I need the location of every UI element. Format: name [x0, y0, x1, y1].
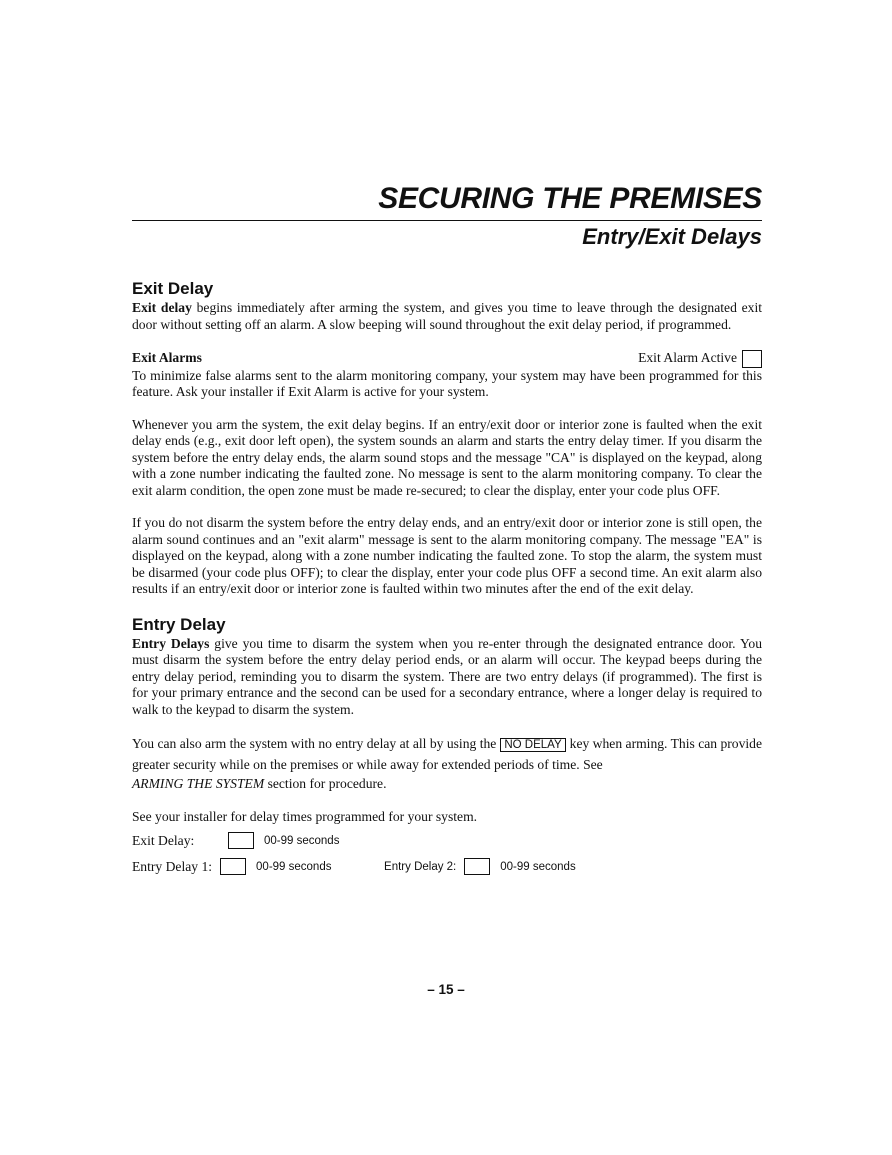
- no-delay-key: NO DELAY: [500, 738, 565, 752]
- exit-alarm-active: [638, 349, 762, 368]
- exit-alarms-label: Exit Alarms: [132, 350, 202, 366]
- no-delay-paragraph: [132, 734, 762, 793]
- page-title: SECURING THE PREMISES: [378, 182, 762, 215]
- exit-alarms-para1: To minimize false alarms sent to the alarm monitoring company, your system may have been programmed for this feature. Ask your installer if Exit Alarm is active for your system.: [132, 367, 762, 400]
- entry-delay-section: [132, 614, 762, 878]
- exit-alarms-para2: Whenever you arm the system, the exit delay begins. If an entry/exit door or interior zone is faulted when the exit delay ends (e.g., exit door left open), the system sounds an alarm and starts the entry delay timer. If you disarm the system before the entry delay ends, the alarm sound stops and the message "CA" is displayed on the keypad, along with a zone number indicating the faulted zone. No message is sent to the alarm monitoring company. To clear the exit alarm condition, the open zone must be made re-secured; to clear the display, enter your code plus OFF.: [132, 416, 762, 498]
- entry-delay2-box[interactable]: [464, 858, 490, 875]
- title-block: [132, 180, 762, 221]
- entry-delay1-label: Entry Delay 1:: [132, 858, 213, 874]
- entry-delay-row: [132, 856, 762, 878]
- exit-delay-section: [132, 278, 762, 598]
- no-delay-before: You can also arm the system with no entry delay at all by using the: [132, 736, 497, 752]
- manual-page: [132, 180, 762, 878]
- page-number: – 15 –: [427, 982, 465, 997]
- exit-delay-text: begins immediately after arming the system, and gives you time to leave through the designated exit door without setting off an alarm. A slow beeping will sound throughout the exit delay period, if programmed.: [132, 300, 762, 332]
- entry-delay-paragraph: [132, 636, 762, 719]
- exit-alarms-row: [132, 349, 762, 368]
- entry-delay2-label: Entry Delay 2:: [384, 860, 457, 873]
- exit-delay-row: [132, 830, 762, 852]
- entry-delay-text: give you time to disarm the system when you re-enter through the designated entrance door. You must disarm the system before the entry delay period ends, or an alarm will occur. The keypad beeps during the entry delay period, reminding you to disarm the system. There are two entry delays (if programmed). The first is for your primary entrance and the second can be used for a secondary entrance, where a longer delay is required to walk to the keypad to disarm the system.: [132, 635, 762, 717]
- entry-delay1-range: 00-99 seconds: [256, 860, 332, 873]
- exit-alarm-active-label: Exit Alarm Active: [638, 350, 737, 365]
- exit-delay-lead: Exit delay: [132, 300, 192, 315]
- entry-delay2-range: 00-99 seconds: [500, 860, 576, 873]
- exit-alarms-para3: If you do not disarm the system before the entry delay ends, and an entry/exit door or interior zone is still open, the alarm sound continues and an "exit alarm" message is sent to the alarm monitoring company. The message "EA" is displayed on the keypad, along with a zone number indicating the faulted zone. To stop the alarm, the system must be disarmed (your code plus OFF); to clear the display, enter your code plus OFF a second time. An exit alarm also results if an entry/exit door or interior zone is faulted within two minutes after the end of the exit delay.: [132, 515, 762, 597]
- entry-delay-lead: Entry Delays: [132, 635, 210, 651]
- delay-times-intro: See your installer for delay times programmed for your system.: [132, 809, 478, 825]
- entry-delay-heading: Entry Delay: [132, 614, 226, 634]
- exit-alarm-active-checkbox[interactable]: [742, 350, 762, 368]
- exit-delay-heading: Exit Delay: [132, 279, 214, 298]
- exit-delay-paragraph: [132, 300, 762, 333]
- no-delay-end: section for procedure.: [264, 776, 387, 792]
- no-delay-after: key when arming. This can provide greater security while on the premises or while away for extended periods of time. See: [132, 736, 762, 773]
- exit-delay-label: Exit Delay:: [132, 832, 195, 848]
- arming-reference: ARMING THE SYSTEM: [132, 776, 265, 792]
- exit-delay-box[interactable]: [228, 832, 254, 849]
- entry-delay1-box[interactable]: [220, 858, 246, 875]
- page-subtitle: Entry/Exit Delays: [582, 224, 762, 249]
- exit-delay-range: 00-99 seconds: [264, 834, 340, 847]
